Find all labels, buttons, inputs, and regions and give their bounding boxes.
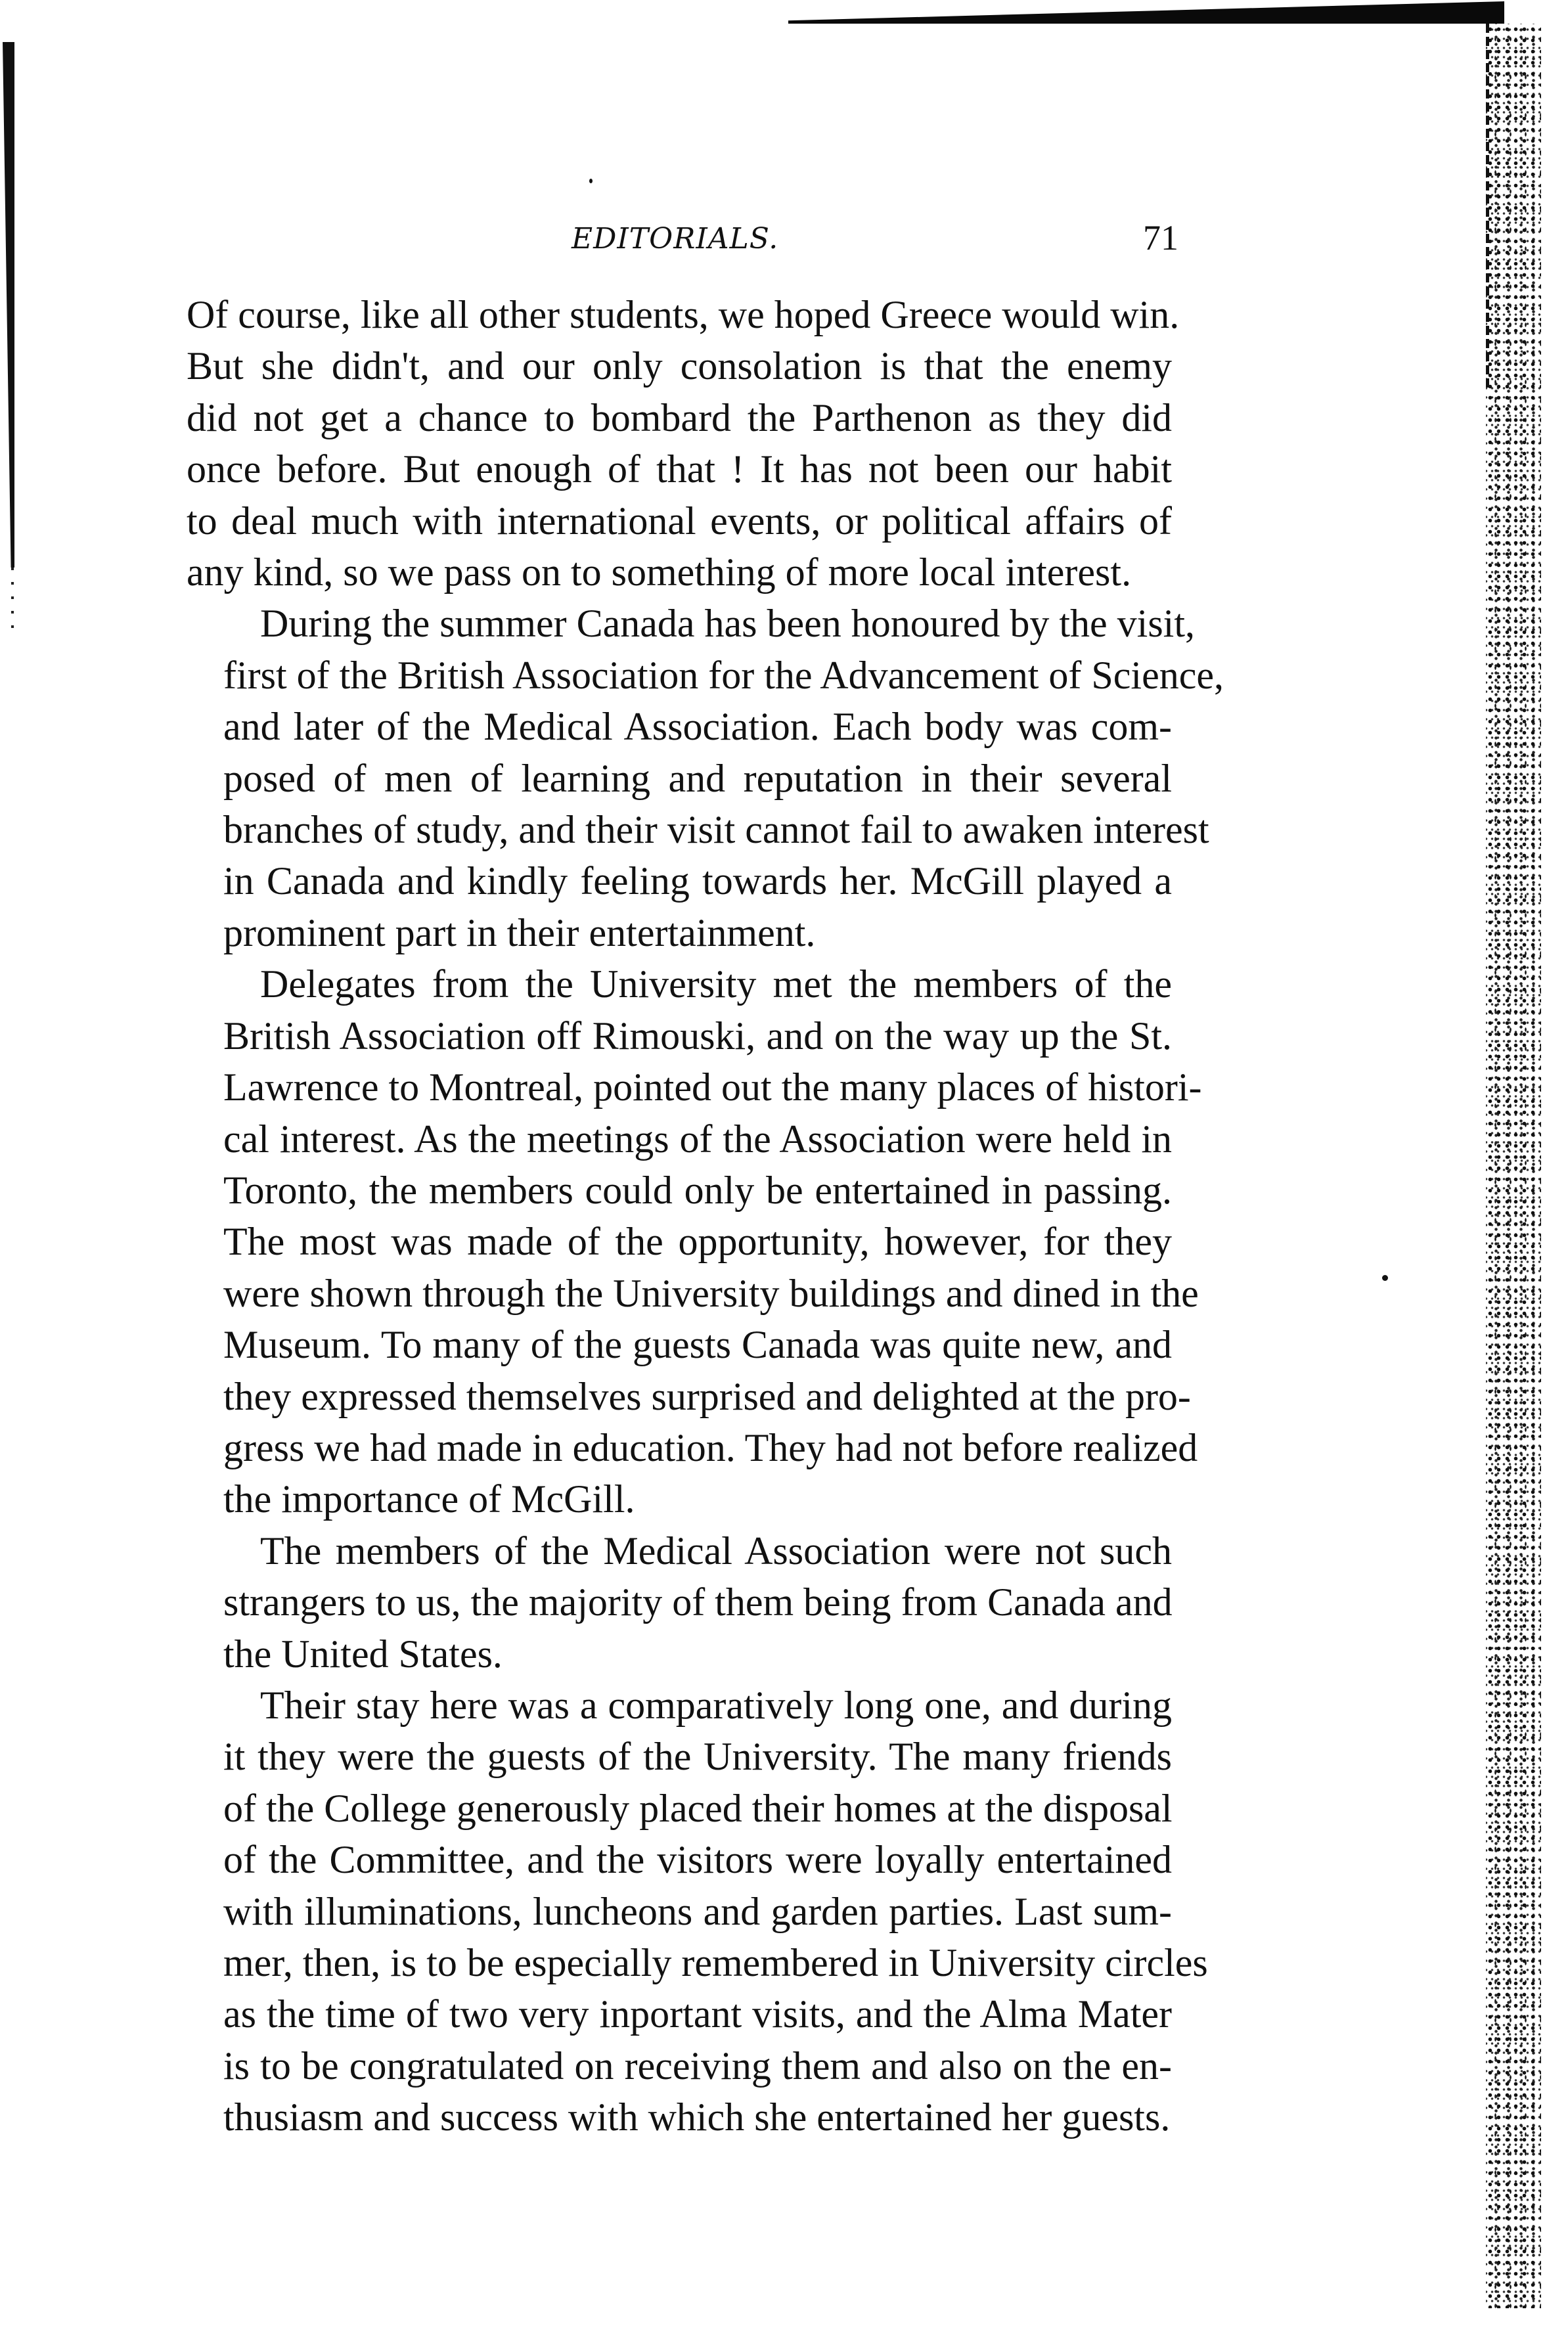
text-line: gress we had made in education. They had not before realized	[223, 1425, 1198, 1469]
text-line: Toronto, the members could only be entertained in passing.	[223, 1168, 1172, 1212]
text-line: thusiasm and success with which she entertained her guests.	[223, 2095, 1171, 2139]
text-line: once before. But enough of that ! It has not been our habit	[187, 447, 1172, 491]
text-line: the importance of McGill.	[223, 1477, 635, 1521]
text-line: posed of men of learning and reputation in their several	[223, 756, 1172, 800]
text-line: it they were the guests of the University. The many friends	[223, 1735, 1172, 1779]
text-line: But she didn't, and our only consolation is that the enemy	[187, 344, 1172, 388]
text-line: Delegates from the University met the members of the	[260, 962, 1172, 1006]
paragraph-5	[187, 1680, 1208, 2143]
scan-edge-shadow-left	[3, 42, 14, 568]
stray-ink-dot	[1382, 1275, 1388, 1281]
text-line: and later of the Medical Association. Each body was com-	[223, 705, 1172, 749]
text-line: Museum. To many of the guests Canada was quite new, and	[223, 1323, 1172, 1367]
text-line: as the time of two very inportant visits, and the Alma Mater	[223, 1992, 1172, 2036]
paragraph-1	[187, 289, 1180, 598]
text-line: Their stay here was a comparatively long one, and during	[260, 1683, 1172, 1727]
scan-noise-edge-right	[1486, 24, 1489, 391]
text-line: of the College generously placed their homes at the disposal	[223, 1786, 1173, 1830]
text-line: of the Committee, and the visitors were loyally entertained	[223, 1838, 1172, 1882]
text-line: During the summer Canada has been honoured by the visit,	[260, 602, 1196, 646]
text-line: in Canada and kindly feeling towards her. McGill played a	[223, 859, 1172, 903]
text-line: mer, then, is to be especially remembered in University circles	[223, 1941, 1208, 1984]
running-head: EDITORIALS.	[571, 222, 779, 256]
page-number: 71	[1143, 218, 1178, 257]
paragraph-4	[187, 1525, 1172, 1680]
scan-edge-shadow-top	[788, 1, 1504, 24]
text-line: British Association off Rimouski, and on the way up the St.	[223, 1014, 1172, 1058]
stray-ink-dot	[589, 179, 593, 183]
text-line: the United States.	[223, 1632, 503, 1676]
text-line: were shown through the University buildings and dined in the	[223, 1271, 1199, 1315]
text-line: first of the British Association for the Advancement of Science,	[223, 653, 1224, 697]
text-line: strangers to us, the majority of them being from Canada and	[223, 1580, 1173, 1624]
text-line: The most was made of the opportunity, however, for they	[223, 1220, 1172, 1264]
text-line: to deal much with international events, or political affairs of	[187, 499, 1172, 543]
editorial-body	[187, 289, 1224, 2143]
paragraph-2	[187, 598, 1224, 958]
text-line: Lawrence to Montreal, pointed out the many places of histori-	[223, 1065, 1202, 1109]
text-line: Of course, like all other students, we hoped Greece would win.	[187, 293, 1180, 336]
text-line: cal interest. As the meetings of the Association were held in	[223, 1117, 1172, 1161]
text-line: is to be congratulated on receiving them and also on the en-	[223, 2044, 1172, 2088]
scan-noise-strip-right	[1486, 24, 1541, 2308]
text-line: they expressed themselves surprised and delighted at the pro-	[223, 1374, 1191, 1418]
text-line: with illuminations, luncheons and garden parties. Last sum-	[223, 1889, 1172, 1933]
text-line: branches of study, and their visit cannot fail to awaken interest	[223, 808, 1209, 852]
text-line: did not get a chance to bombard the Parthenon as they did	[187, 395, 1172, 439]
paragraph-3	[187, 958, 1202, 1525]
text-line: prominent part in their entertainment.	[223, 910, 816, 954]
text-line: any kind, so we pass on to something of more local interest.	[187, 550, 1132, 594]
scan-edge-dots-left	[11, 568, 14, 640]
text-line: The members of the Medical Association were not such	[260, 1529, 1172, 1573]
